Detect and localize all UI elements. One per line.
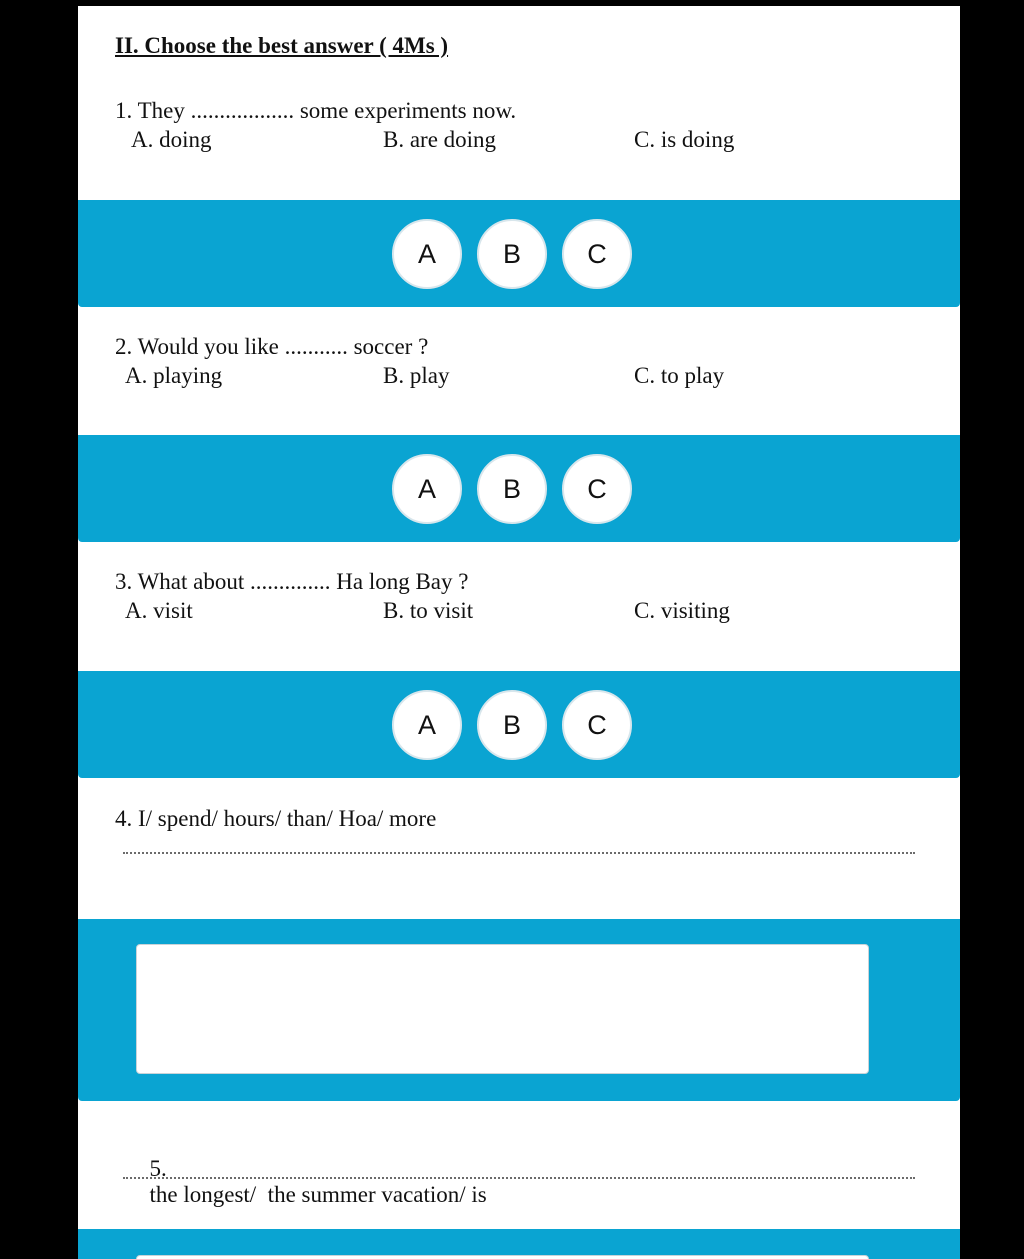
question-5-prompt: the longest/ the summer vacation/ is xyxy=(149,1182,487,1207)
question-5-text xyxy=(115,1130,487,1234)
question-5-number: 5. xyxy=(149,1156,167,1181)
question-3-choice-a[interactable]: A xyxy=(392,690,462,760)
question-1-blank: .................. xyxy=(190,98,295,123)
question-1-text xyxy=(115,98,516,124)
question-4-answer-band xyxy=(78,919,960,1101)
question-1-option-c: C. is doing xyxy=(634,127,735,152)
question-3-blank: .............. xyxy=(250,569,331,594)
question-4-text xyxy=(115,806,436,832)
question-4-answer-input[interactable] xyxy=(136,944,869,1074)
question-3-option-a: A. visit xyxy=(125,598,193,623)
section-heading: II. Choose the best answer ( 4Ms ) xyxy=(115,33,449,58)
question-3-choice-b[interactable]: B xyxy=(477,690,547,760)
question-4-number: 4. xyxy=(115,806,133,831)
question-4-prompt: I/ spend/ hours/ than/ Hoa/ more xyxy=(138,806,437,831)
question-1-choice-a[interactable]: A xyxy=(392,219,462,289)
question-3-choice-c[interactable]: C xyxy=(562,690,632,760)
question-4-dotted-line xyxy=(123,852,915,854)
question-1-after: some experiments now. xyxy=(299,98,517,123)
question-3-text xyxy=(115,569,468,595)
question-4-card xyxy=(78,788,960,918)
question-2-answer-band xyxy=(78,435,960,542)
question-5-card xyxy=(78,1110,960,1228)
question-1-option-b: B. are doing xyxy=(383,127,497,152)
question-2-text xyxy=(115,334,428,360)
worksheet-page xyxy=(78,6,960,1259)
question-3-card xyxy=(78,551,960,669)
question-3-option-b: B. to visit xyxy=(383,598,474,623)
question-2-before: Would you like xyxy=(137,334,279,359)
question-3-before: What about xyxy=(137,569,245,594)
question-1-before: They xyxy=(137,98,185,123)
question-2-choice-a[interactable]: A xyxy=(392,454,462,524)
question-5-answer-band xyxy=(78,1229,960,1259)
question-3-option-c: C. visiting xyxy=(634,598,730,623)
question-2-card xyxy=(78,316,960,434)
question-1-answer-band xyxy=(78,200,960,307)
question-2-blank: ........... xyxy=(284,334,348,359)
question-5-answer-input[interactable] xyxy=(136,1255,869,1259)
question-1-choice-c[interactable]: C xyxy=(562,219,632,289)
question-1-choice-b[interactable]: B xyxy=(477,219,547,289)
question-3-answer-band xyxy=(78,671,960,778)
question-1-number: 1. xyxy=(115,98,133,123)
question-1-card xyxy=(78,6,960,198)
question-2-option-b: B. play xyxy=(383,363,450,388)
question-2-option-a: A. playing xyxy=(125,363,223,388)
question-2-choice-b[interactable]: B xyxy=(477,454,547,524)
question-5-dotted-line xyxy=(123,1177,915,1179)
question-1-option-a: A. doing xyxy=(131,127,212,152)
question-2-number: 2. xyxy=(115,334,133,359)
question-2-option-c: C. to play xyxy=(634,363,725,388)
question-3-number: 3. xyxy=(115,569,133,594)
question-3-after: Ha long Bay ? xyxy=(336,569,469,594)
question-2-choice-c[interactable]: C xyxy=(562,454,632,524)
question-2-after: soccer ? xyxy=(353,334,429,359)
